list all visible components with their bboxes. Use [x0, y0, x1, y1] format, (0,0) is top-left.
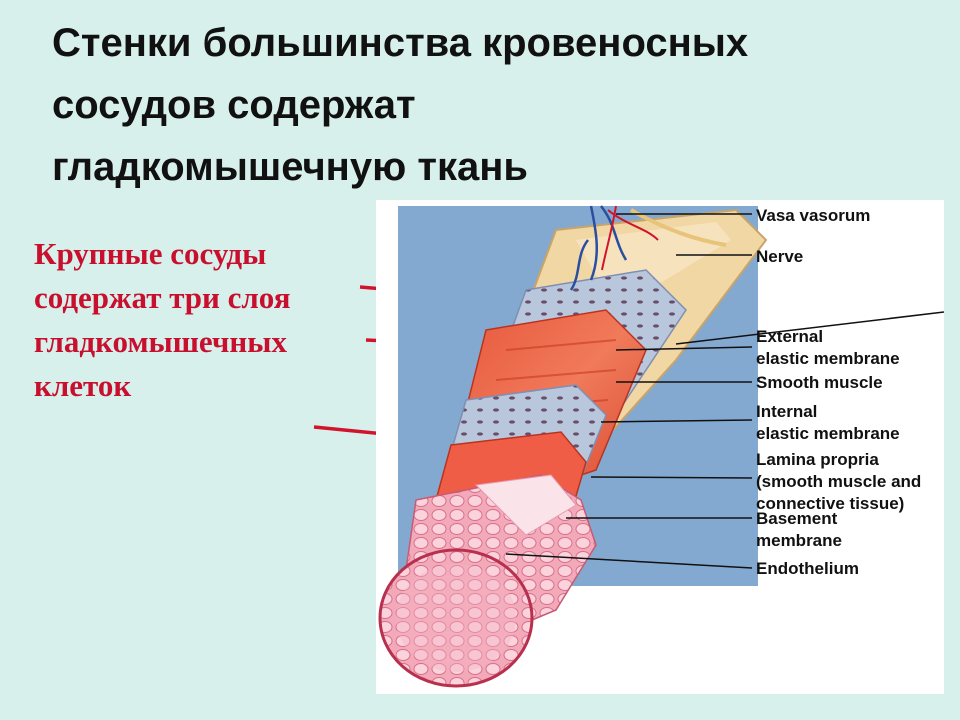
label-lamina-propria [756, 449, 921, 515]
label-lamina-line-2: (smooth muscle and [756, 472, 922, 491]
label-internal-line-1: Internal [756, 402, 818, 421]
label-nerve-text: Nerve [756, 247, 804, 266]
label-vasa-vasorum [756, 205, 870, 227]
title-line-1: Стенки большинства кровеносных [52, 21, 749, 65]
label-basement-membrane [756, 508, 842, 552]
title-line-3: гладкомышечную ткань [52, 145, 528, 189]
vessel-illustration [376, 200, 944, 694]
label-smooth-muscle-text: Smooth muscle [756, 373, 883, 392]
label-vasa-vasorum-text: Vasa vasorum [756, 206, 871, 225]
label-internal-line-2: elastic membrane [756, 424, 900, 443]
label-internal-elastic-membrane [756, 401, 900, 445]
side-note-line-3: гладкомышечных [34, 324, 287, 359]
label-lamina-line-3: connective tissue) [756, 494, 905, 513]
label-smooth-muscle [756, 372, 883, 394]
label-endothelium [756, 558, 859, 580]
blood-vessel-diagram [376, 200, 944, 694]
title-line-2: сосудов содержат [52, 83, 416, 127]
side-note-line-4: клеток [34, 368, 132, 403]
label-external-line-1: External [756, 327, 824, 346]
label-basement-line-1: Basement [756, 509, 838, 528]
label-lamina-line-1: Lamina propria [756, 450, 879, 469]
label-nerve [756, 246, 803, 268]
label-endothelium-text: Endothelium [756, 559, 859, 578]
label-external-elastic-membrane [756, 326, 900, 370]
side-note-line-2: содержат три слоя [34, 280, 291, 315]
label-basement-line-2: membrane [756, 531, 842, 550]
side-note-line-1: Крупные сосуды [34, 236, 267, 271]
label-external-line-2: elastic membrane [756, 349, 900, 368]
